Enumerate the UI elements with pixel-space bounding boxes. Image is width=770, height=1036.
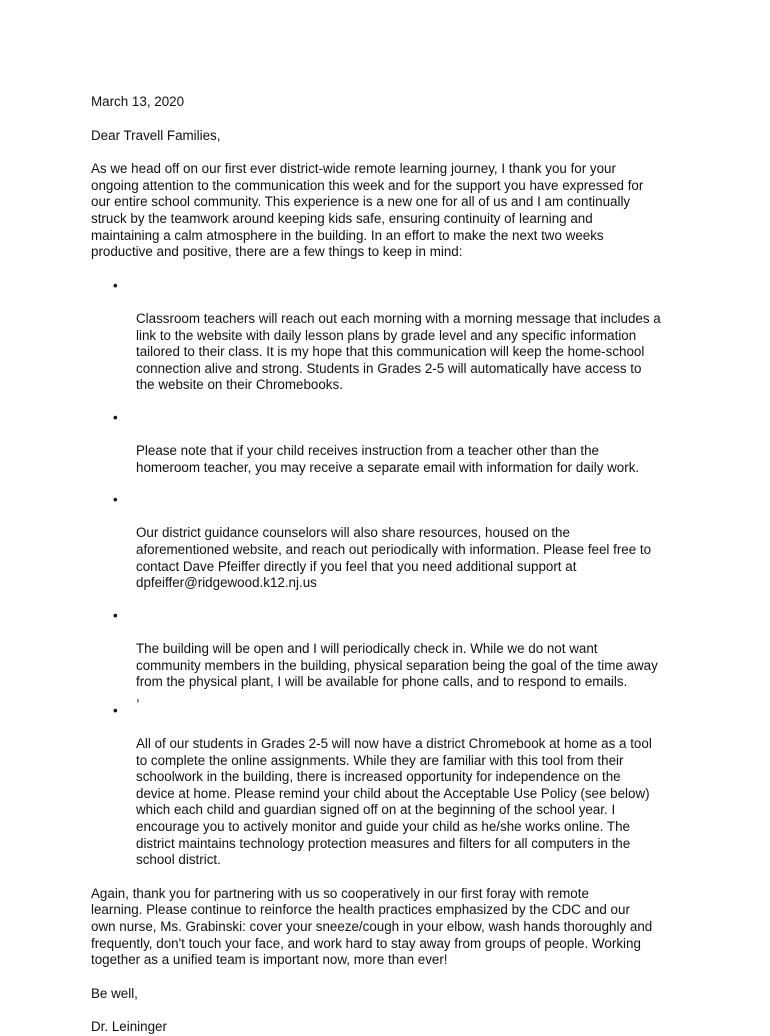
bullet-text: Classroom teachers will reach out each morning with a morning message that includes a link to the website with daily lesson plans by grade level and any specific information tailored to their class. It is my hope that this communication will keep the home-school connection alive and strong. Students in Grades 2-5 will automatically have access to the website on their Chromebooks. <box>136 310 661 393</box>
list-item <box>91 608 691 691</box>
intro-paragraph: As we head off on our first ever district-wide remote learning journey, I thank you for your ongoing attention to the communication this week and for the support you have expressed for our entire school community. This experience is a new one for all of us and I am continually struck by the teamwork around keeping kids safe, ensuring continuity of learning and maintaining a calm atmosphere in the building. In an effort to make the next two weeks productive and positive, there are a few things to keep in mind: <box>91 161 644 260</box>
bullet-list <box>91 278 691 869</box>
stray-comma <box>91 688 691 704</box>
bullet-text: The building will be open and I will periodically check in. While we do not want community members in the building, physical separation being the goal of the time away from the physical plant, I will be available for phone calls, and to respond to emails. <box>136 641 658 690</box>
closing-paragraph: Again, thank you for partnering with us so cooperatively in our first foray with remote learning. Please continue to reinforce the health practices emphasized by the CDC and our own nurse, Ms. Grabinski: cover your sneeze/cough in your elbow, wash hands thoroughly and frequently, don't touch your face, and work hard to stay away from groups of people. Working together as a unified team is important now, more than ever! <box>91 885 653 968</box>
sign-off: Be well, <box>91 985 138 1001</box>
bullet-text: All of our students in Grades 2-5 will now have a district Chromebook at home as a tool to complete the online assignments. While they are familiar with this tool from their schoolwork in the building, there is increased opportunity for independence on the device at home. Please remind your child about the Acceptable Use Policy (see below) which each child and guardian signed off on at the beginning of the school year. I encourage you to actively monitor and guide your child as he/she works online. The district maintains technology protection measures and filters for all computers in the school district. <box>136 736 652 868</box>
bullet-icon: • <box>113 492 118 508</box>
stray-mark: , <box>136 688 140 704</box>
list-item <box>91 410 691 476</box>
letter-date: March 13, 2020 <box>91 94 185 109</box>
bullet-icon: • <box>113 409 118 425</box>
list-item <box>91 492 691 592</box>
bullet-text: Our district guidance counselors will also share resources, housed on the aforementioned website, and reach out periodically with information. Please feel free to contact Dave Pfeiffer directly if you feel that you need additional support at dpfeiffer@ridgewood.k12.nj.us <box>136 525 652 591</box>
salutation: Dear Travell Families, <box>91 127 221 143</box>
letter-body <box>91 94 691 1036</box>
signature-name: Dr. Leininger <box>91 1019 167 1035</box>
list-item <box>91 703 691 869</box>
bullet-icon: • <box>113 702 118 718</box>
list-item <box>91 278 691 394</box>
bullet-icon: • <box>113 607 118 623</box>
bullet-icon: • <box>113 277 118 293</box>
bullet-text: Please note that if your child receives instruction from a teacher other than the homeroom teacher, you may receive a separate email with information for daily work. <box>136 443 640 475</box>
